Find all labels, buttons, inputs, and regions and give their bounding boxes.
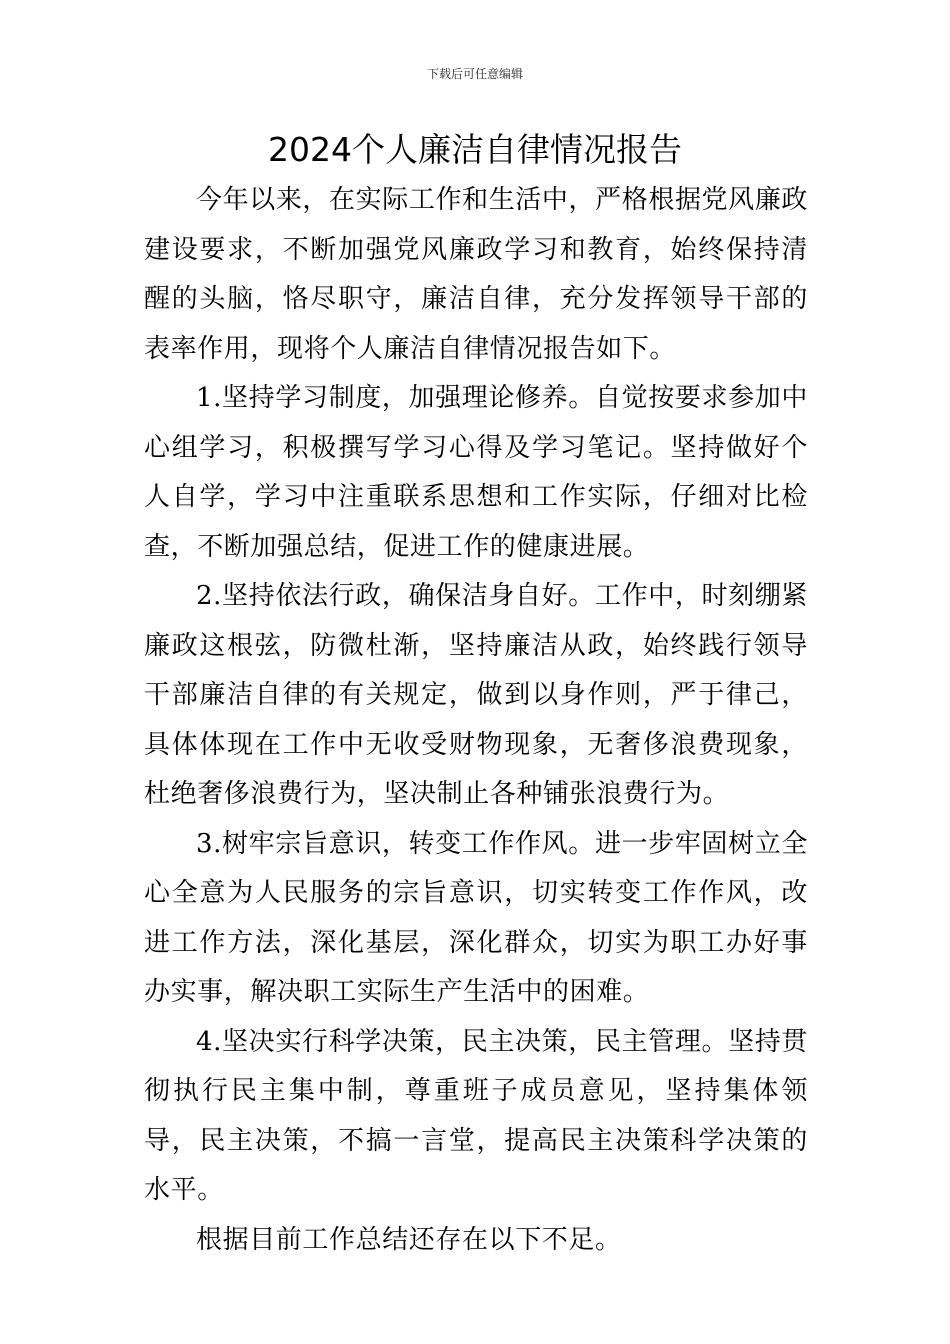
paragraph-shortcomings: 根据目前工作总结还存在以下不足。 (196, 1224, 622, 1255)
paragraph-intro: 今年以来，在实际工作和生活中，严格根据党风廉政建设要求，不断加强党风廉政学习和教育，始终保持清醒的头脑，恪尽职守，廉洁自律，充分发挥领导干部的表率作用，现将个人廉洁自律情况报告如下。 (144, 185, 808, 364)
document-title: 2024个人廉洁自律情况报告 (268, 130, 682, 169)
header-note: 下载后可任意编辑 (426, 67, 523, 81)
document-body (144, 176, 808, 1265)
paragraph-item-2: 2.坚持依法行政，确保洁身自好。工作中，时刻绷紧廉政这根弦，防微杜渐，坚持廉洁从政，始终践行领导干部廉洁自律的有关规定，做到以身作则，严于律己，具体体现在工作中无收受财物现象，无奢侈浪费现象，杜绝奢侈浪费行为，坚决制止各种铺张浪费行为。 (144, 581, 808, 809)
paragraph-item-1: 1.坚持学习制度，加强理论修养。自觉按要求参加中心组学习，积极撰写学习心得及学习笔记。坚持做好个人自学，学习中注重联系思想和工作实际，仔细对比检查，不断加强总结，促进工作的健康进展。 (144, 383, 808, 562)
paragraph-item-4: 4.坚决实行科学决策，民主决策，民主管理。坚持贯彻执行民主集中制，尊重班子成员意见，坚持集体领导，民主决策，不搞一言堂，提高民主决策科学决策的水平。 (144, 1026, 808, 1205)
paragraph-item-3: 3.树牢宗旨意识，转变工作作风。进一步牢固树立全心全意为人民服务的宗旨意识，切实转变工作作风，改进工作方法，深化基层，深化群众，切实为职工办好事办实事，解决职工实际生产生活中的困难。 (144, 828, 808, 1007)
